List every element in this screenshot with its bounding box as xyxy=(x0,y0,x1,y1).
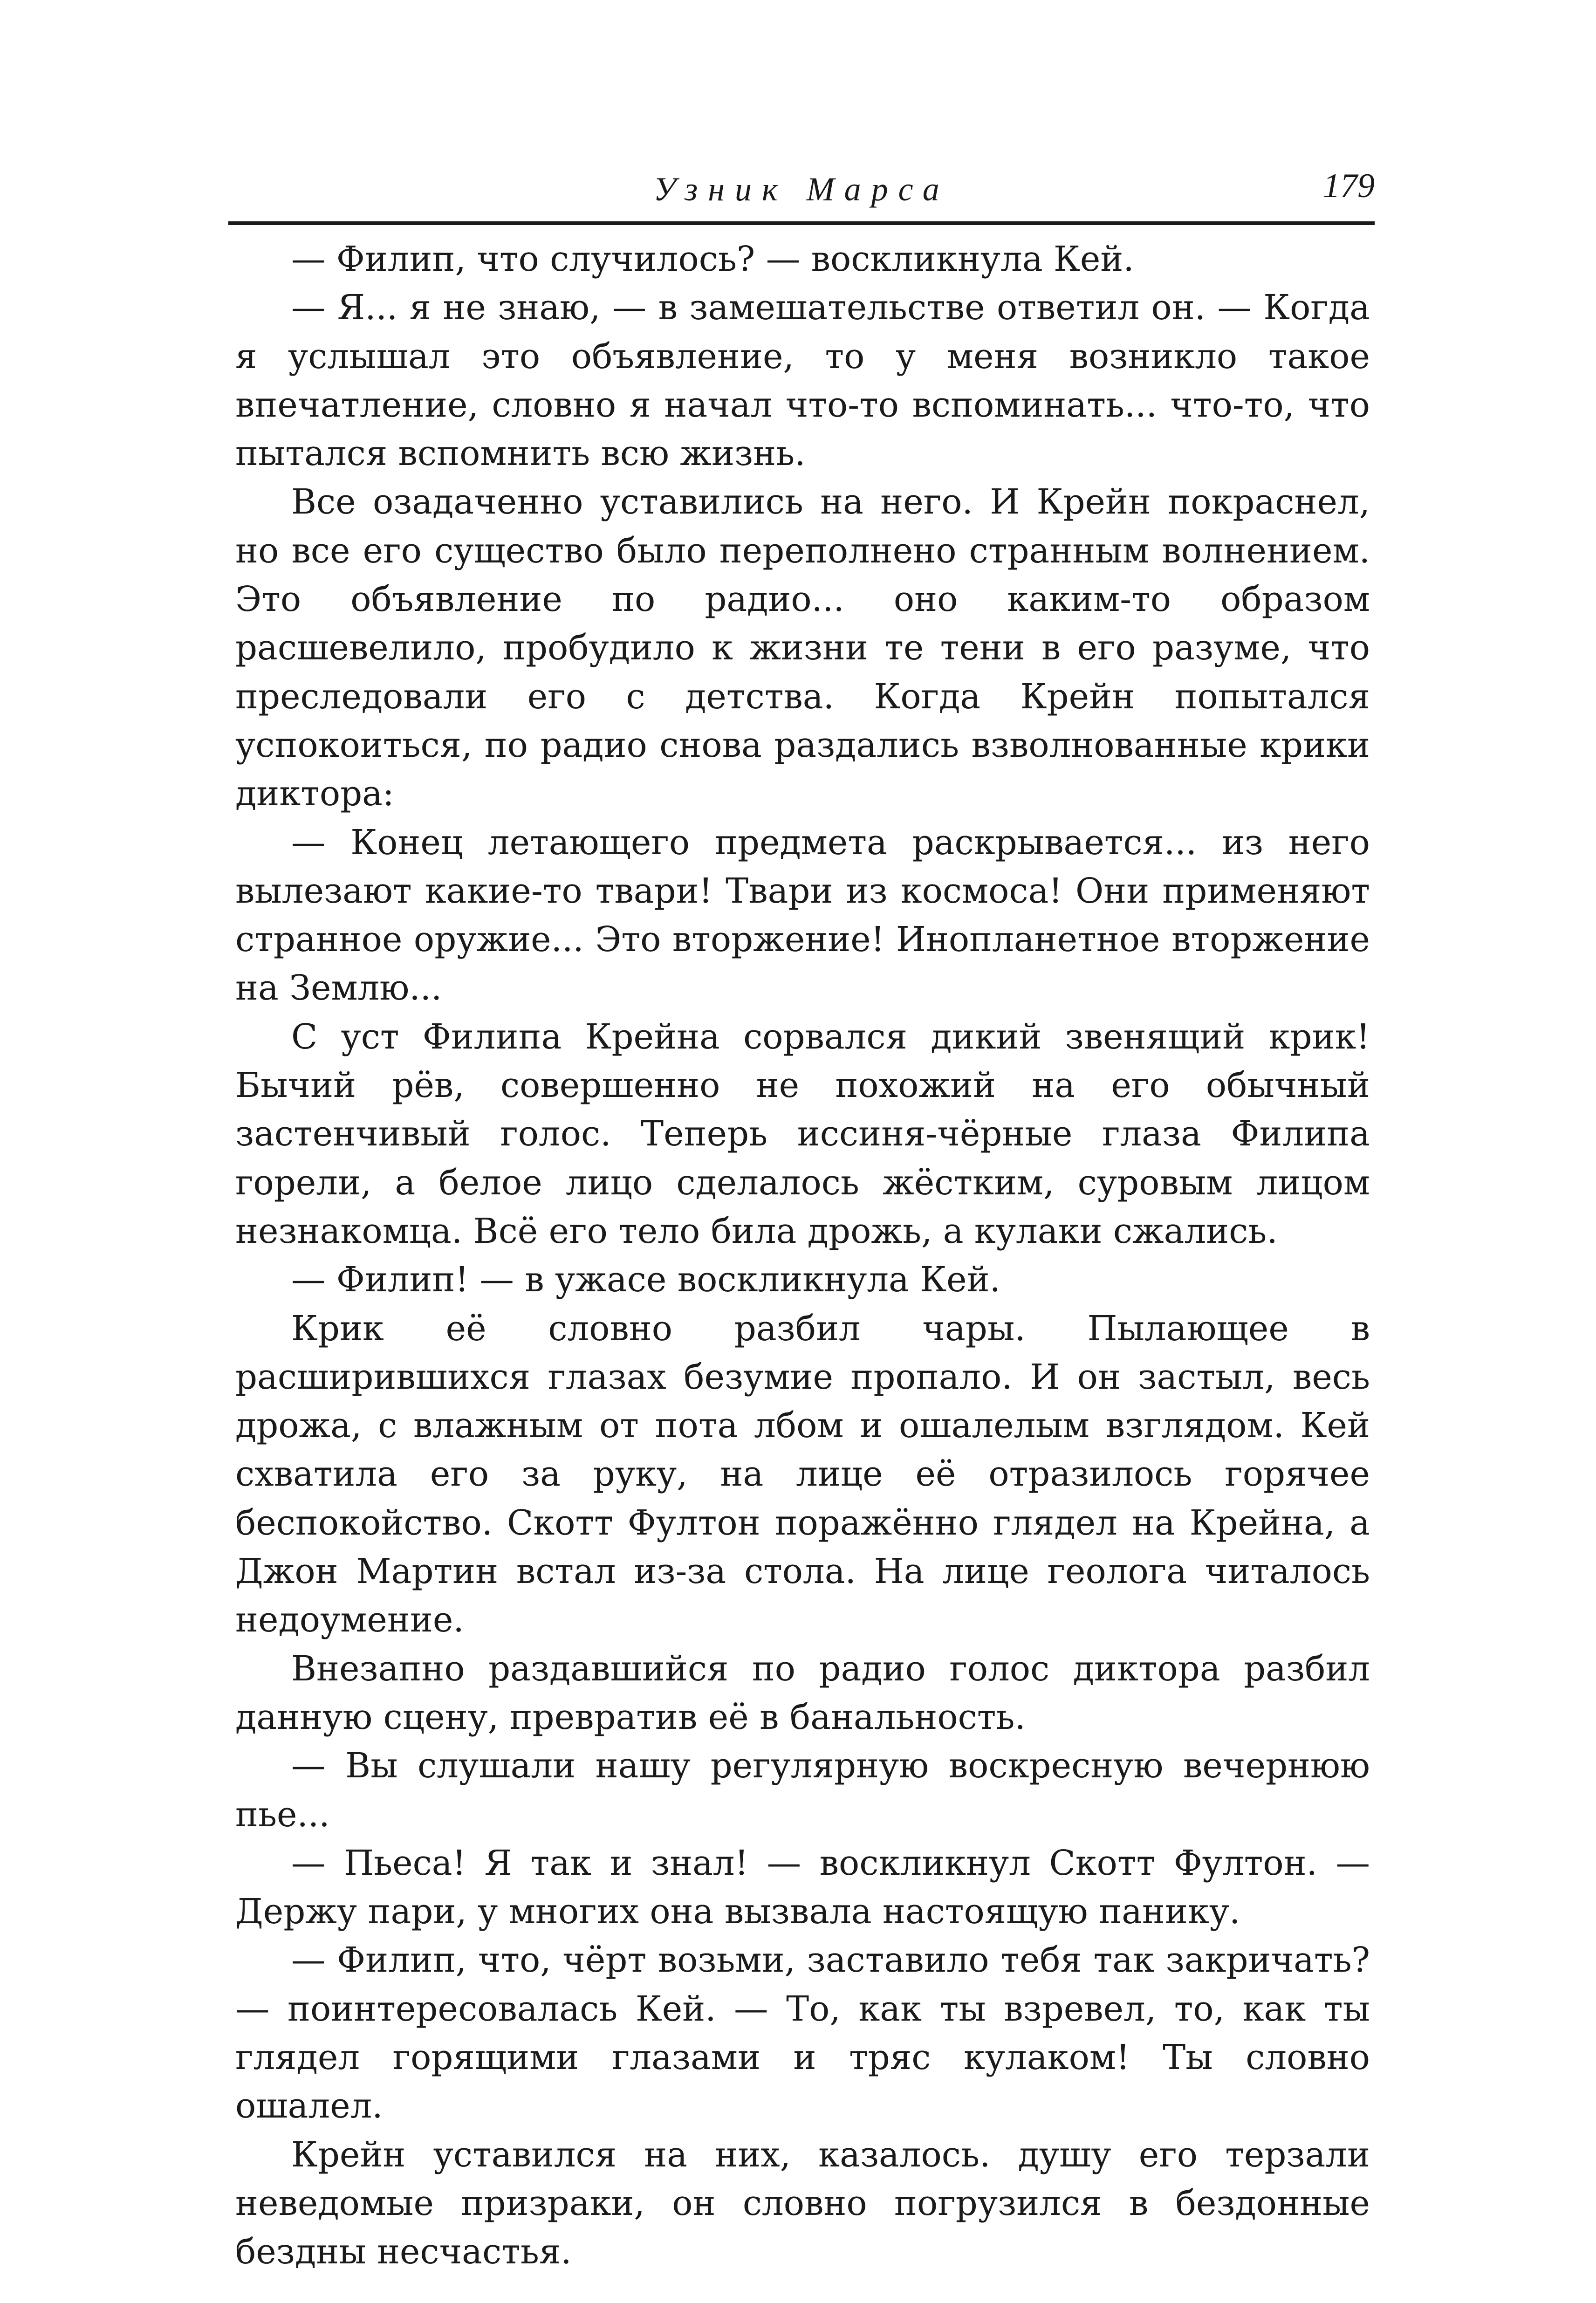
paragraph: — Филип, что случилось? — воскликнула Кей. xyxy=(291,240,1134,279)
running-title: Узник Марса xyxy=(653,171,950,208)
paragraph: Крейн уставился на них, казалось. душу его терзали неведомые призраки, он словно погрузился в бездонные бездны несчастья. xyxy=(235,2135,1370,2272)
paragraph: — Вы слушали нашу регулярную воскресную вечернюю пье... xyxy=(235,1746,1370,1835)
paragraph: Все озадаченно уставились на него. И Крейн покраснел, но все его существо было переполнено странным волнением. Это объявление по радио... оно каким-то образом расшевелило, пробудило к жизни те тени в его разуме, что преследовали его с детства. Когда Крейн попытался успокоиться, по радио снова раздались взволнованные крики диктора: xyxy=(235,482,1370,814)
body-text xyxy=(235,235,1370,2276)
header-rule xyxy=(228,221,1375,225)
paragraph: — Я... я не знаю, — в замешательстве ответил он. — Когда я услышал это объявление, то у меня возникло такое впечатление, словно я начал что-то вспоминать... что-то, что пытался вспомнить всю жизнь. xyxy=(235,288,1370,474)
paragraph: С уст Филипа Крейна сорвался дикий звенящий крик! Бычий рёв, совершенно не похожий на его обычный застенчивый голос. Теперь иссиня-чёрные глаза Филипа горели, а белое лицо сделалось жёстким, суровым лицом незнакомца. Всё его тело била дрожь, а кулаки сжались. xyxy=(235,1017,1370,1251)
paragraph: Крик её словно разбил чары. Пылающее в расширившихся глазах безумие пропало. И он застыл, весь дрожа, с влажным от пота лбом и ошалелым взглядом. Кей схватила его за руку, на лице её отразилось горячее беспокойство. Скотт Фултон поражённо глядел на Крейна, а Джон Мартин встал из-за стола. На лице геолога читалось недоумение. xyxy=(235,1309,1370,1640)
paragraph: — Филип! — в ужасе воскликнула Кей. xyxy=(291,1260,1000,1300)
page-number: 179 xyxy=(1323,167,1375,205)
paragraph: — Конец летающего предмета раскрывается... из него вылезают какие-то твари! Твари из космоса! Они применяют странное оружие... Это вторжение! Инопланетное вторжение на Землю... xyxy=(235,822,1370,1008)
paragraph: — Пьеса! Я так и знал! — воскликнул Скотт Фултон. — Держу пари, у многих она вызвала настоящую панику. xyxy=(235,1843,1370,1932)
running-header xyxy=(228,156,1375,221)
paragraph: — Филип, что, чёрт возьми, заставило тебя так закричать? — поинтересовалась Кей. — То, как ты взревел, то, как ты глядел горящими глазами и тряс кулаком! Ты словно ошалел. xyxy=(235,1940,1370,2126)
paragraph: Внезапно раздавшийся по радио голос диктора разбил данную сцену, превратив её в банальность. xyxy=(235,1649,1370,1737)
